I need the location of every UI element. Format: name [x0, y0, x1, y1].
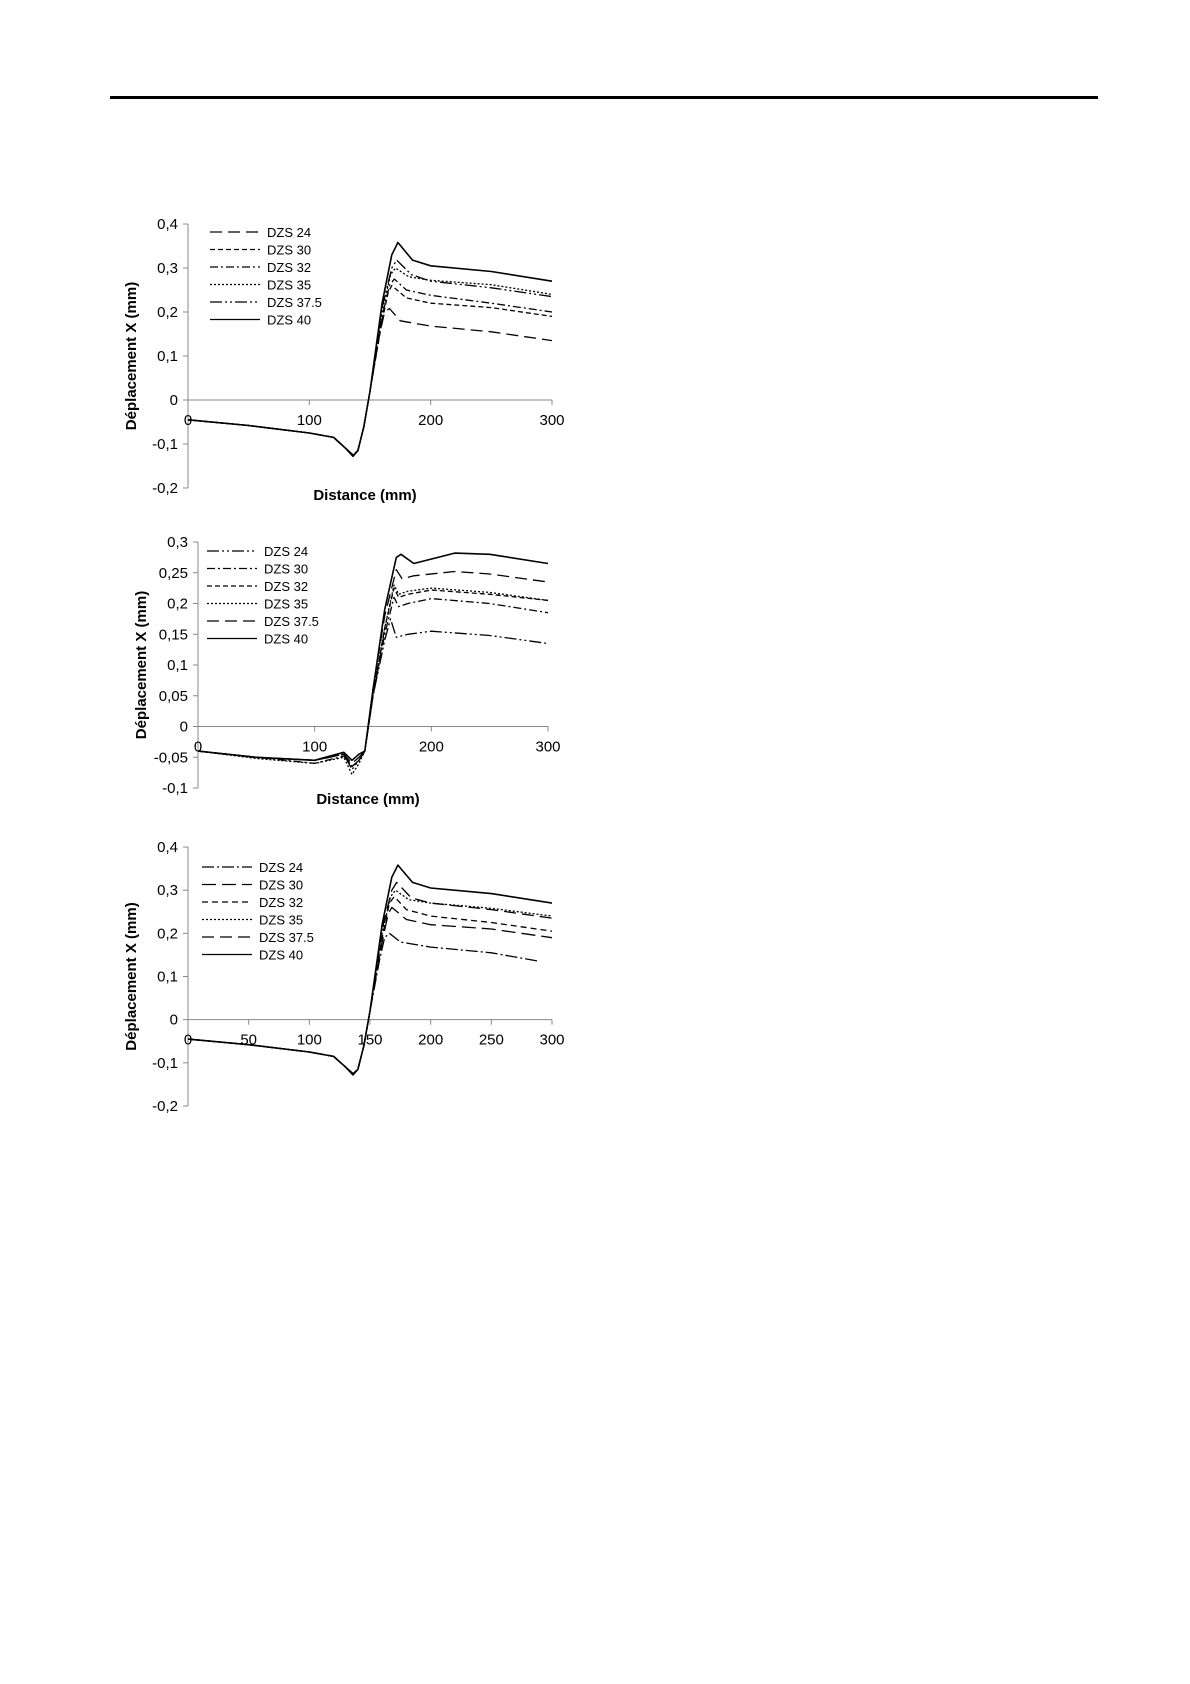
y-tick-label: 0,1 — [157, 968, 178, 986]
x-tick-label: 0 — [183, 1031, 193, 1049]
y-tick-label: -0,05 — [153, 749, 188, 767]
y-tick-label: 0,4 — [157, 216, 178, 233]
legend-label: DZS 40 — [264, 631, 309, 647]
x-tick-label: 150 — [357, 1031, 383, 1049]
legend-label: DZS 37.5 — [264, 614, 319, 629]
y-tick-label: -0,2 — [152, 1098, 178, 1115]
legend-label: DZS 30 — [264, 561, 309, 577]
x-tick-label: 250 — [478, 1031, 504, 1049]
legend-label: DZS 35 — [259, 912, 304, 928]
legend-label: DZS 32 — [259, 895, 304, 910]
legend-label: DZS 37.5 — [267, 295, 322, 310]
legend-label: DZS 37.5 — [259, 930, 314, 945]
series-line — [198, 553, 548, 760]
legend-label: DZS 30 — [267, 242, 312, 258]
legend-label: DZS 32 — [267, 260, 312, 275]
y-tick-label: 0,15 — [158, 626, 188, 644]
y-tick-label: -0,2 — [152, 480, 178, 497]
series-line — [188, 268, 552, 455]
y-tick-label: 0 — [179, 718, 188, 736]
y-axis-title: Déplacement X (mm) — [123, 281, 140, 431]
legend-label: DZS 24 — [264, 544, 309, 559]
y-tick-label: 0,2 — [167, 595, 188, 613]
x-tick-label: 200 — [418, 738, 444, 756]
x-tick-label: 300 — [539, 412, 565, 429]
legend-label: DZS 30 — [259, 877, 304, 893]
x-tick-label: 50 — [240, 1031, 258, 1049]
legend-label: DZS 32 — [264, 579, 309, 594]
series-line — [188, 279, 552, 455]
chart-middle — [0, 520, 600, 810]
legend-label: DZS 24 — [267, 225, 312, 240]
x-axis-title: Distance (mm) — [316, 791, 420, 808]
series-line — [198, 588, 548, 766]
y-tick-label: 0,2 — [157, 304, 178, 321]
x-tick-label: 300 — [535, 738, 561, 756]
x-tick-label: 0 — [193, 738, 203, 756]
series-line — [188, 286, 552, 455]
x-tick-label: 200 — [418, 412, 444, 429]
y-tick-label: -0,1 — [162, 780, 188, 797]
x-axis-title: Distance (mm) — [313, 487, 417, 504]
legend-label: DZS 35 — [267, 277, 312, 293]
y-tick-label: 0,3 — [157, 260, 178, 277]
y-tick-label: 0,05 — [158, 687, 188, 705]
y-tick-label: 0,1 — [167, 657, 188, 674]
x-tick-label: 100 — [302, 738, 328, 756]
series-line — [188, 260, 552, 455]
series-line — [198, 597, 548, 766]
chart-top — [0, 200, 600, 510]
y-tick-label: -0,1 — [152, 436, 178, 453]
x-tick-label: 200 — [418, 1031, 444, 1049]
series-line — [198, 585, 548, 774]
legend-label: DZS 40 — [267, 312, 312, 328]
y-axis-title: Déplacement X (mm) — [133, 590, 150, 740]
header-rule — [110, 96, 1098, 99]
x-tick-label: 100 — [296, 1031, 322, 1049]
series-line — [188, 309, 552, 456]
y-tick-label: 0,3 — [157, 882, 178, 900]
legend-label: DZS 35 — [264, 596, 309, 612]
legend-label: DZS 24 — [259, 860, 304, 875]
y-tick-label: 0,2 — [157, 925, 178, 943]
y-tick-label: 0 — [169, 392, 178, 409]
x-tick-label: 0 — [183, 412, 193, 429]
series-line — [198, 570, 548, 764]
y-tick-label: 0,1 — [157, 348, 178, 365]
series-line — [188, 243, 552, 457]
x-tick-label: 100 — [296, 412, 322, 429]
chart-bottom — [0, 815, 600, 1115]
x-tick-label: 300 — [539, 1031, 565, 1049]
legend-label: DZS 40 — [259, 947, 304, 963]
y-tick-label: -0,1 — [152, 1054, 178, 1072]
y-axis-title: Déplacement X (mm) — [123, 902, 140, 1051]
y-tick-label: 0,4 — [157, 839, 178, 856]
y-tick-label: 0 — [169, 1011, 178, 1029]
y-tick-label: 0,25 — [158, 564, 188, 582]
y-tick-label: 0,3 — [167, 534, 188, 551]
